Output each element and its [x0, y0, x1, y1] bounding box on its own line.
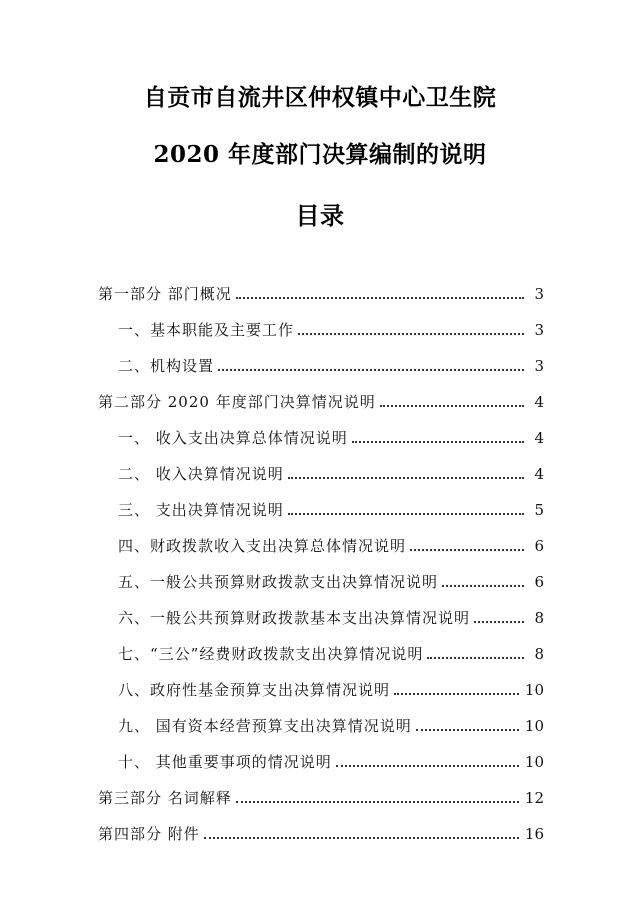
toc-entry[interactable] [98, 628, 544, 664]
toc-entry-page-number: 16 [524, 825, 544, 843]
toc-entry-label: 二、机构设置 [118, 357, 215, 375]
table-of-contents [98, 268, 544, 844]
toc-dot-leader [236, 801, 519, 803]
toc-entry[interactable] [98, 736, 544, 772]
document-subtitle: 2020 年度部门决算编制的说明 [153, 141, 487, 168]
toc-entry-page-number: 5 [534, 501, 544, 519]
toc-dot-leader [416, 729, 519, 731]
toc-dot-leader [236, 297, 524, 299]
toc-entry-page-number: 6 [534, 537, 544, 555]
toc-entry-page-number: 4 [534, 429, 544, 447]
toc-entry-label: 七、“三公”经费财政拨款支出决算情况说明 [118, 645, 424, 663]
toc-dot-leader [288, 477, 524, 479]
toc-entry-label: 第二部分 2020 年度部门决算情况说明 [98, 393, 376, 411]
toc-entry[interactable] [98, 592, 544, 628]
toc-dot-leader [442, 585, 524, 587]
toc-entry[interactable] [98, 556, 544, 592]
toc-entry[interactable] [98, 772, 544, 808]
toc-entry[interactable] [98, 340, 544, 376]
toc-entry-page-number: 8 [534, 609, 544, 627]
toc-entry[interactable] [98, 268, 544, 304]
toc-entry-page-number: 6 [534, 573, 544, 591]
toc-entry-label: 九、 国有资本经营预算支出决算情况说明 [118, 717, 412, 735]
toc-entry-label: 六、一般公共预算财政拨款基本支出决算情况说明 [118, 609, 471, 627]
toc-dot-leader [394, 693, 519, 695]
toc-dot-leader [427, 657, 524, 659]
toc-dot-leader [298, 333, 524, 335]
toc-entry-page-number: 3 [534, 357, 544, 375]
toc-dot-leader [288, 513, 524, 515]
toc-entry[interactable] [98, 376, 544, 412]
toc-entry[interactable] [98, 808, 544, 844]
toc-entry[interactable] [98, 448, 544, 484]
toc-entry-label: 一、基本职能及主要工作 [118, 321, 295, 339]
toc-heading: 目录 [295, 201, 345, 230]
toc-entry-page-number: 4 [534, 393, 544, 411]
toc-dot-leader [474, 621, 524, 623]
toc-entry[interactable] [98, 304, 544, 340]
toc-entry-label: 五、一般公共预算财政拨款支出决算情况说明 [118, 573, 439, 591]
toc-dot-leader [336, 765, 519, 767]
toc-entry-label: 第三部分 名词解释 [98, 789, 232, 807]
toc-entry[interactable] [98, 412, 544, 448]
toc-dot-leader [380, 405, 524, 407]
toc-entry-label: 第一部分 部门概况 [98, 285, 232, 303]
toc-entry-page-number: 12 [524, 789, 544, 807]
toc-entry-page-number: 4 [534, 465, 544, 483]
toc-dot-leader [204, 837, 519, 839]
toc-entry-label: 八、政府性基金预算支出决算情况说明 [118, 681, 391, 699]
toc-entry-page-number: 10 [524, 681, 544, 699]
toc-entry-label: 一、 收入支出决算总体情况说明 [118, 429, 348, 447]
toc-entry-page-number: 10 [524, 717, 544, 735]
toc-entry[interactable] [98, 664, 544, 700]
toc-entry[interactable] [98, 484, 544, 520]
toc-entry[interactable] [98, 700, 544, 736]
toc-entry-label: 三、 支出决算情况说明 [118, 501, 284, 519]
toc-entry-page-number: 10 [524, 753, 544, 771]
toc-entry-page-number: 3 [534, 285, 544, 303]
toc-dot-leader [352, 441, 524, 443]
toc-entry-page-number: 8 [534, 645, 544, 663]
toc-dot-leader [218, 369, 524, 371]
toc-entry-label: 第四部分 附件 [98, 825, 200, 843]
document-title: 自贡市自流井区仲权镇中心卫生院 [143, 84, 497, 111]
toc-entry-page-number: 3 [534, 321, 544, 339]
toc-entry[interactable] [98, 520, 544, 556]
toc-entry-label: 四、财政拨款收入支出决算总体情况说明 [118, 537, 407, 555]
toc-entry-label: 十、 其他重要事项的情况说明 [118, 753, 332, 771]
toc-entry-label: 二、 收入决算情况说明 [118, 465, 284, 483]
toc-dot-leader [410, 549, 524, 551]
